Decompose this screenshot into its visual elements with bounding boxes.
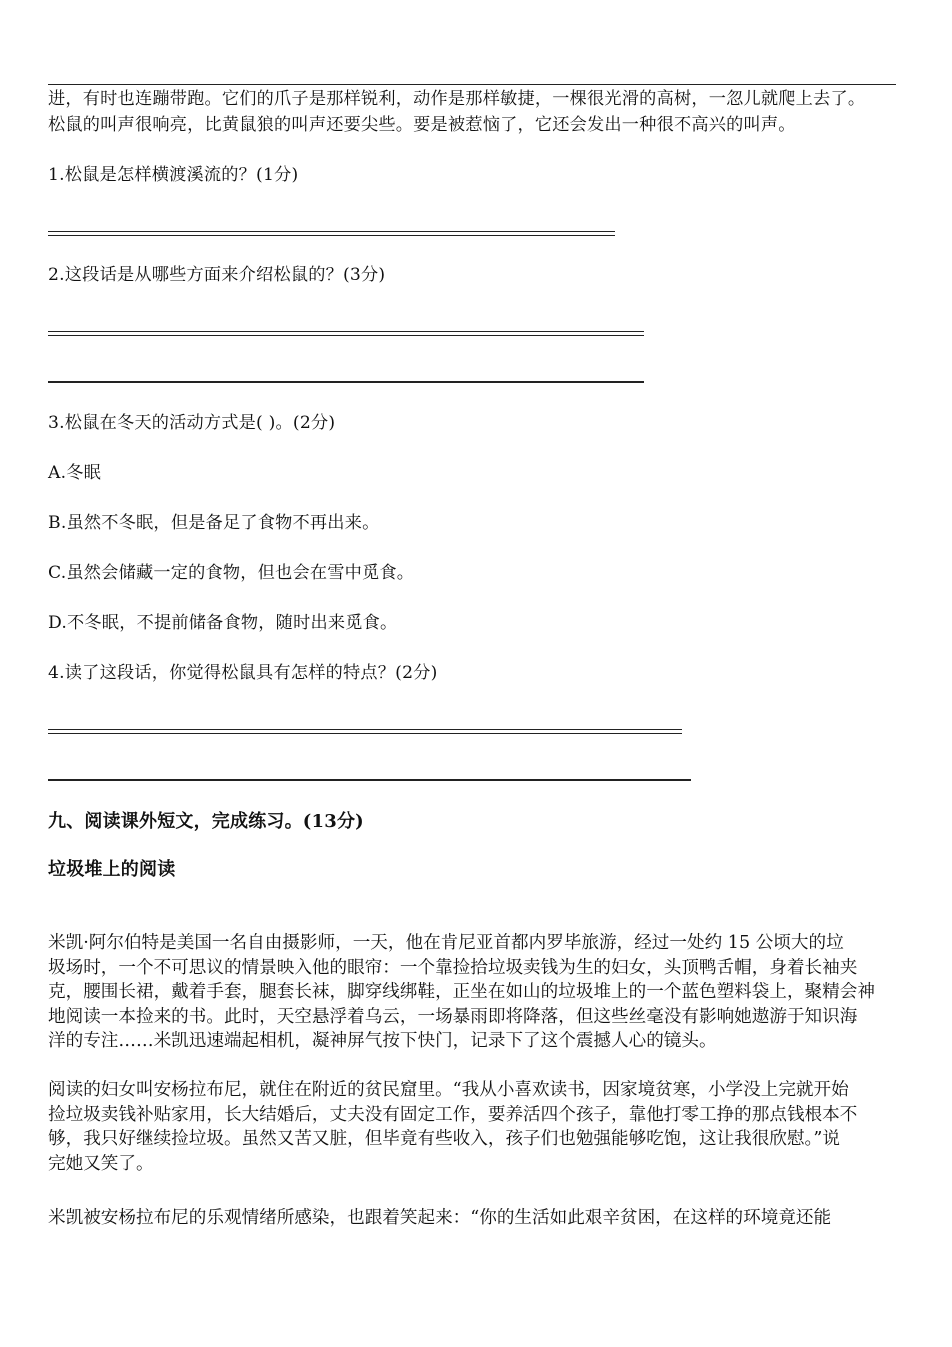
paragraph-line: 克，腰围长裙，戴着手套，腿套长袜，脚穿线绑鞋，正坐在如山的垃圾堆上的一个蓝色塑料袋上，聚精会神: [48, 982, 875, 1002]
section-heading: 九、阅读课外短文，完成练习。(13分): [48, 811, 364, 832]
paragraph-line: 捡垃圾卖钱补贴家用，长大结婚后，丈夫没有固定工作，要养活四个孩子，靠他打零工挣的那点钱根本不: [48, 1104, 858, 1125]
option-a[interactable]: A.冬眠: [48, 463, 102, 483]
question-3: 3.松鼠在冬天的活动方式是( )。(2分): [48, 413, 336, 433]
option-c[interactable]: C.虽然会储藏一定的食物，但也会在雪中觅食。: [48, 563, 415, 583]
answer-line-q4-2[interactable]: [48, 779, 691, 781]
story-title: 垃圾堆上的阅读: [48, 859, 176, 880]
answer-line-q2-2[interactable]: [48, 381, 644, 383]
answer-line-q4-1[interactable]: [48, 729, 682, 734]
paragraph-line: 圾场时，一个不可思议的情景映入他的眼帘：一个靠捡拾垃圾卖钱为生的妇女，头顶鸭舌帽，身着长袖夹: [48, 957, 858, 978]
question-1: 1.松鼠是怎样横渡溪流的？(1分): [48, 165, 299, 185]
passage-line-1: 进，有时也连蹦带跑。它们的爪子是那样锐利，动作是那样敏捷，一棵很光滑的高树，一忽儿就爬上去了。: [48, 89, 866, 109]
top-rule: [48, 84, 896, 85]
option-b[interactable]: B.虽然不冬眠，但是备足了食物不再出来。: [48, 513, 380, 533]
paragraph-line: 米凯被安杨拉布尼的乐观情绪所感染，也跟着笑起来：“你的生活如此艰辛贫困，在这样的环境竟还能: [48, 1208, 832, 1228]
story-paragraph-1: [48, 931, 908, 1054]
option-d[interactable]: D.不冬眠，不提前储备食物，随时出来觅食。: [48, 613, 398, 633]
answer-line-q1[interactable]: [48, 231, 615, 236]
question-4: 4.读了这段话，你觉得松鼠具有怎样的特点？(2分): [48, 663, 438, 683]
paragraph-line: 洋的专注……米凯迅速端起相机，凝神屏气按下快门，记录下了这个震撼人心的镜头。: [48, 1031, 717, 1051]
paragraph-line: 够，我只好继续捡垃圾。虽然又苦又脏，但毕竟有些收入，孩子们也勉强能够吃饱，这让我很欣慰。”说: [48, 1129, 840, 1149]
answer-line-q2-1[interactable]: [48, 331, 644, 336]
paragraph-line: 地阅读一本捡来的书。此时，天空悬浮着乌云，一场暴雨即将降落，但这些丝毫没有影响她遨游于知识海: [48, 1006, 858, 1027]
story-paragraph-2: [48, 1078, 908, 1176]
paragraph-line: 阅读的妇女叫安杨拉布尼，就住在附近的贫民窟里。“我从小喜欢读书，因家境贫寒，小学没上完就开始: [48, 1080, 849, 1100]
question-2: 2.这段话是从哪些方面来介绍松鼠的？(3分): [48, 265, 386, 285]
passage-line-2: 松鼠的叫声很响亮，比黄鼠狼的叫声还要尖些。要是被惹恼了，它还会发出一种很不高兴的叫声。: [48, 115, 796, 135]
paragraph-line: 完她又笑了。: [48, 1153, 154, 1174]
paragraph-line: 米凯·阿尔伯特是美国一名自由摄影师，一天，他在肯尼亚首都内罗毕旅游，经过一处约 15 公顷大的垃: [48, 933, 844, 953]
story-paragraph-3: [48, 1206, 908, 1231]
